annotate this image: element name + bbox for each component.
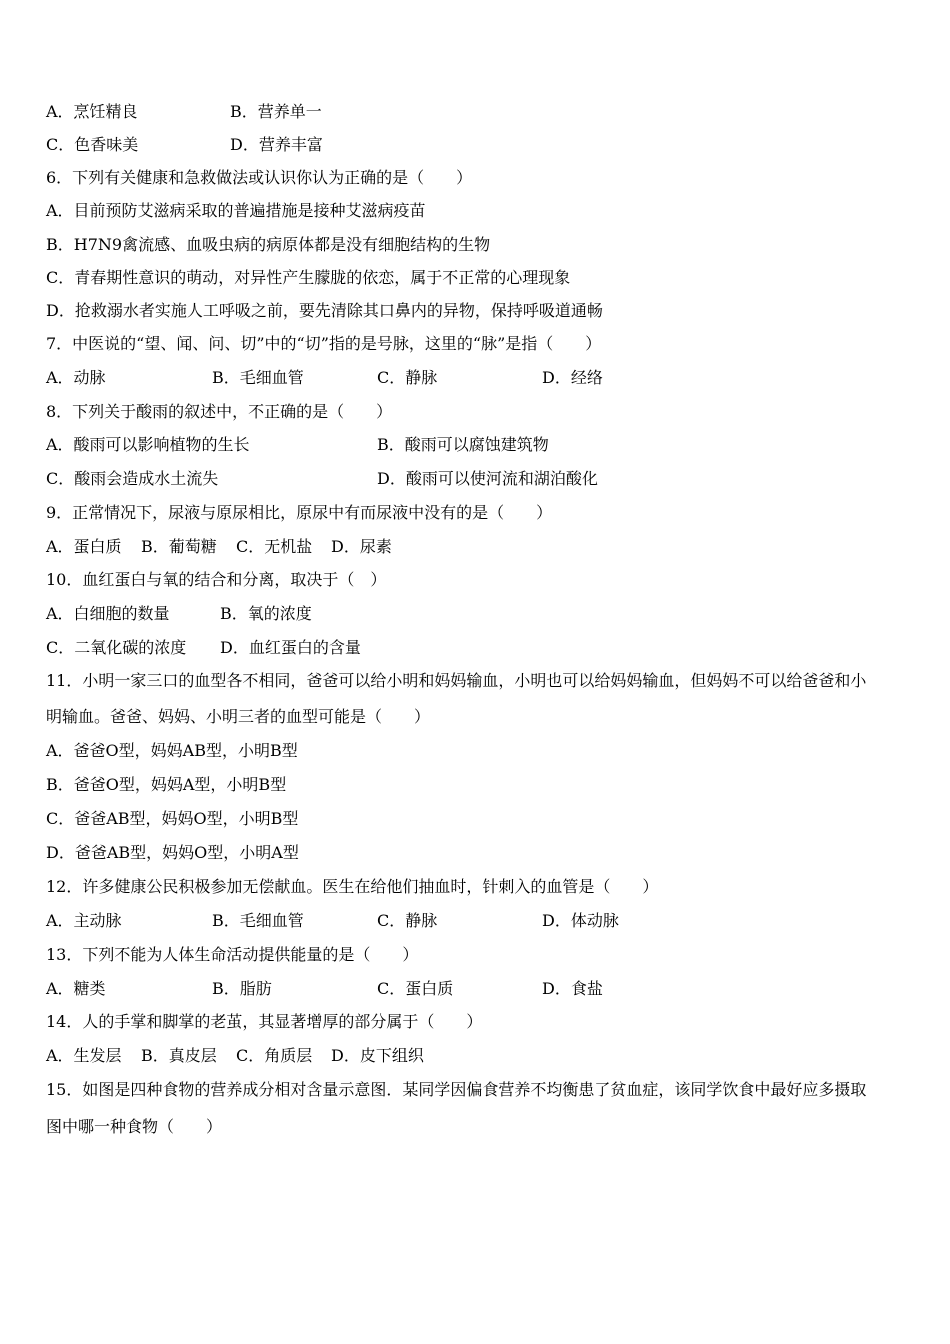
q13-option-d: D．食盐 bbox=[542, 979, 603, 998]
q14-option-a: A．生发层 bbox=[46, 1046, 122, 1065]
q9-stem: 9．正常情况下，尿液与原尿相比，原尿中有而尿液中没有的是（ ） bbox=[46, 503, 553, 522]
q12-option-d: D．体动脉 bbox=[542, 911, 619, 930]
q11-stem-line-2: 明输血。爸爸、妈妈、小明三者的血型可能是（ ） bbox=[46, 707, 431, 726]
q8-option-a: A．酸雨可以影响植物的生长 bbox=[46, 435, 250, 454]
q13-option-a: A．糖类 bbox=[46, 979, 106, 998]
q14-option-b: B．真皮层 bbox=[141, 1046, 217, 1065]
q5-option-b: B．营养单一 bbox=[230, 102, 322, 121]
q11-option-d: D．爸爸AB型，妈妈O型，小明A型 bbox=[46, 843, 299, 862]
q10-stem: 10．血红蛋白与氧的结合和分离，取决于（ ） bbox=[46, 570, 387, 589]
q10-option-a: A．白细胞的数量 bbox=[46, 604, 170, 623]
q11-option-b: B．爸爸O型，妈妈A型，小明B型 bbox=[46, 775, 287, 794]
q15-stem-line-2: 图中哪一种食物（ ） bbox=[46, 1117, 223, 1136]
q7-option-a: A．动脉 bbox=[46, 368, 106, 387]
q10-option-d: D．血红蛋白的含量 bbox=[220, 638, 361, 657]
q9-option-b: B．葡萄糖 bbox=[141, 537, 217, 556]
q5-option-a: A．烹饪精良 bbox=[46, 102, 138, 121]
q13-stem: 13．下列不能为人体生命活动提供能量的是（ ） bbox=[46, 945, 419, 964]
q7-option-c: C．静脉 bbox=[377, 368, 438, 387]
q14-stem: 14．人的手掌和脚掌的老茧，其显著增厚的部分属于（ ） bbox=[46, 1012, 483, 1031]
q8-option-d: D．酸雨可以使河流和湖泊酸化 bbox=[377, 469, 598, 488]
q11-stem-line-1: 11．小明一家三口的血型各不相同，爸爸可以给小明和妈妈输血，小明也可以给妈妈输血，但妈妈不可以给爸爸和小 bbox=[46, 671, 867, 690]
q8-stem: 8．下列关于酸雨的叙述中，不正确的是（ ） bbox=[46, 402, 393, 421]
q12-option-b: B．毛细血管 bbox=[212, 911, 304, 930]
q10-option-c: C．二氧化碳的浓度 bbox=[46, 638, 187, 657]
q5-option-c: C．色香味美 bbox=[46, 135, 139, 154]
q9-option-d: D．尿素 bbox=[331, 537, 392, 556]
q15-stem-line-1: 15．如图是四种食物的营养成分相对含量示意图．某同学因偏食营养不均衡患了贫血症，该同学饮食中最好应多摄取 bbox=[46, 1080, 867, 1099]
q9-option-c: C．无机盐 bbox=[236, 537, 313, 556]
q7-option-d: D．经络 bbox=[542, 368, 603, 387]
q12-option-a: A．主动脉 bbox=[46, 911, 122, 930]
q6-option-a: A．目前预防艾滋病采取的普遍措施是接种艾滋病疫苗 bbox=[46, 201, 426, 220]
q12-stem: 12．许多健康公民积极参加无偿献血。医生在给他们抽血时，针刺入的血管是（ ） bbox=[46, 877, 659, 896]
q14-option-d: D．皮下组织 bbox=[331, 1046, 424, 1065]
q7-option-b: B．毛细血管 bbox=[212, 368, 304, 387]
q11-option-c: C．爸爸AB型，妈妈O型，小明B型 bbox=[46, 809, 299, 828]
q6-stem: 6．下列有关健康和急救做法或认识你认为正确的是（ ） bbox=[46, 168, 473, 187]
q7-stem: 7．中医说的“望、闻、问、切”中的“切”指的是号脉，这里的“脉”是指（ ） bbox=[46, 334, 602, 353]
q14-option-c: C．角质层 bbox=[236, 1046, 313, 1065]
q9-option-a: A．蛋白质 bbox=[46, 537, 122, 556]
q8-option-b: B．酸雨可以腐蚀建筑物 bbox=[377, 435, 549, 454]
q6-option-c: C．青春期性意识的萌动，对异性产生朦胧的依恋，属于不正常的心理现象 bbox=[46, 268, 571, 287]
q11-option-a: A．爸爸O型，妈妈AB型，小明B型 bbox=[46, 741, 298, 760]
q13-option-b: B．脂肪 bbox=[212, 979, 272, 998]
q10-option-b: B．氧的浓度 bbox=[220, 604, 312, 623]
q6-option-b: B．H7N9禽流感、血吸虫病的病原体都是没有细胞结构的生物 bbox=[46, 235, 491, 254]
q12-option-c: C．静脉 bbox=[377, 911, 438, 930]
q6-option-d: D．抢救溺水者实施人工呼吸之前，要先清除其口鼻内的异物，保持呼吸道通畅 bbox=[46, 301, 603, 320]
q5-option-d: D．营养丰富 bbox=[230, 135, 323, 154]
q13-option-c: C．蛋白质 bbox=[377, 979, 454, 998]
q8-option-c: C．酸雨会造成水土流失 bbox=[46, 469, 219, 488]
